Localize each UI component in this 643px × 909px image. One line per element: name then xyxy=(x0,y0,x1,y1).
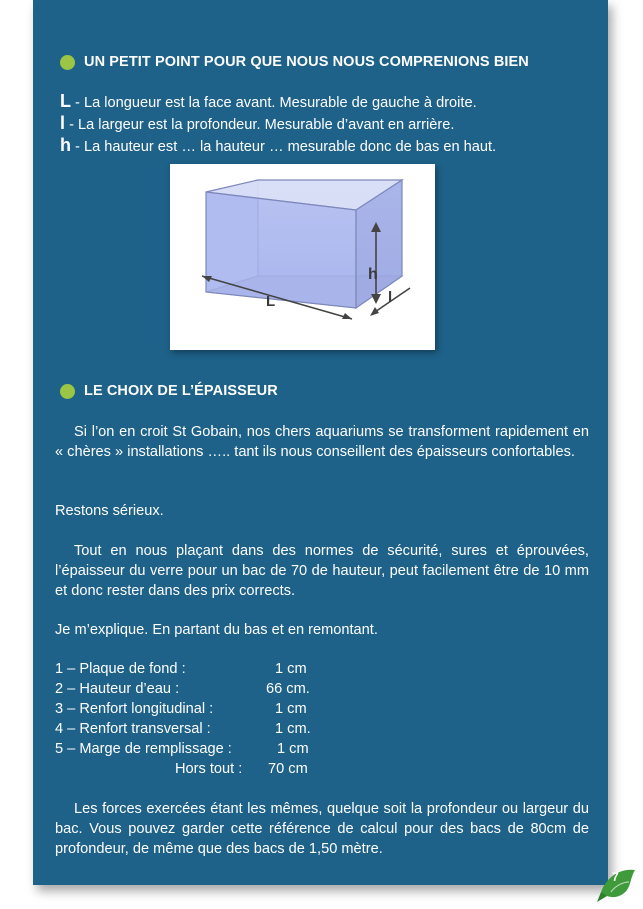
aquarium-box-illustration xyxy=(170,164,435,350)
calc-total-label: Hors tout : xyxy=(175,761,243,777)
section-heading-thickness xyxy=(60,383,278,399)
definition-width xyxy=(60,113,496,135)
height-label: h xyxy=(368,266,378,283)
page-number: 7 xyxy=(612,870,619,884)
definition-text: - La largeur est la profondeur. Mesurable d’avant en arrière. xyxy=(65,117,455,133)
calc-label: 3 – Renfort longitudinal : xyxy=(55,701,214,717)
paragraph-forces: Les forces exercées étant les mêmes, quelque soit la profondeur ou largeur du bac. Vous pouvez garder cette référence de calcul pour des bacs de 80cm de profondeur, de même que des bacs de 1,50 mètre. xyxy=(55,801,589,857)
calc-label: 2 – Hauteur d’eau : xyxy=(55,681,180,697)
paragraph-serious: Restons sérieux. xyxy=(55,503,164,519)
calc-label: 4 – Renfort transversal : xyxy=(55,721,211,737)
green-bullet-icon xyxy=(60,55,75,70)
aquarium-diagram xyxy=(170,164,435,350)
paragraph-st-gobain: Si l’on en croit St Gobain, nos chers aquariums se transforment rapidement en « chères » installations ….. tant ils nous conseillent des épaisseurs confortables. xyxy=(55,424,589,460)
width-label: l xyxy=(388,289,393,306)
paragraph-explanation: Je m’explique. En partant du bas et en remontant. xyxy=(55,622,378,638)
calc-value: 66 cm. xyxy=(266,681,310,697)
definition-letter: l xyxy=(60,113,66,133)
definition-letter: L xyxy=(60,91,71,111)
calc-value: 1 cm xyxy=(277,741,309,757)
calc-label: 1 – Plaque de fond : xyxy=(55,661,186,677)
definition-text: - La hauteur est … la hauteur … mesurable donc de bas en haut. xyxy=(71,139,497,155)
content-panel xyxy=(33,0,608,885)
calc-value: 1 cm. xyxy=(275,721,311,737)
definition-height xyxy=(60,135,496,157)
section-heading-text: UN PETIT POINT POUR QUE NOUS NOUS COMPRENIONS BIEN xyxy=(84,54,529,70)
calc-label: 5 – Marge de remplissage : xyxy=(55,741,232,757)
calc-total-value: 70 cm xyxy=(268,761,308,777)
definition-letter: h xyxy=(60,135,71,155)
calc-value: 1 cm xyxy=(275,701,307,717)
green-bullet-icon xyxy=(60,384,75,399)
definitions-list xyxy=(60,91,496,157)
length-label: L xyxy=(266,293,276,310)
definition-length xyxy=(60,91,496,113)
paragraph-safety: Tout en nous plaçant dans des normes de sécurité, sures et éprouvées, l’épaisseur du verre pour un bac de 70 de hauteur, peut facilement être de 10 mm et donc rester dans des prix corrects. xyxy=(55,543,589,599)
section-heading-text: LE CHOIX DE L’ÉPAISSEUR xyxy=(84,383,278,399)
section-heading-understanding xyxy=(60,54,529,70)
definition-text: - La longueur est la face avant. Mesurable de gauche à droite. xyxy=(71,95,477,111)
calc-value: 1 cm xyxy=(275,661,307,677)
